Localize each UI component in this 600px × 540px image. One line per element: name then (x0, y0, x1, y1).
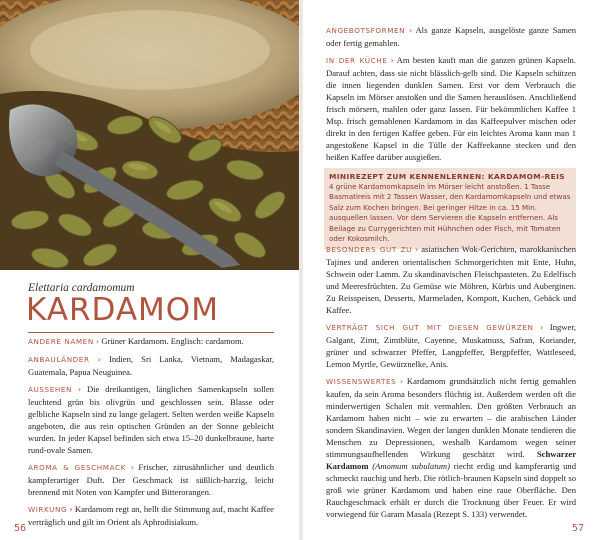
cardamom-photo (0, 0, 299, 270)
entry-wirkung (28, 503, 274, 528)
separator-icon: › (408, 26, 413, 35)
entry-label: ANBAULÄNDER (28, 355, 90, 364)
bold-term: Schwarzer Kardamom (326, 449, 577, 471)
separator-icon: › (95, 337, 100, 346)
right-entries-top (326, 24, 576, 168)
entry-angebotsformen (326, 24, 576, 49)
entry-text: Kardamom regt an, hellt die Stimmung auf, macht Kaffee verträglich und gilt im Orient als Aphrodisiakum. (28, 504, 274, 527)
entry-label: IN DER KÜCHE (326, 56, 388, 65)
mini-recipe-title: MINIREZEPT ZUM KENNENLERNEN: KARDAMOM-REIS (329, 172, 565, 181)
separator-icon: › (130, 463, 134, 472)
separator-icon: › (415, 245, 419, 254)
left-entries (28, 335, 274, 533)
entry-text: Indien, Sri Lanka, Vietnam, Madagaskar, Guatemala, Papua Neuguinea. (28, 354, 274, 377)
title-divider (28, 332, 274, 333)
entry-andere-namen (28, 335, 274, 348)
right-entries-bottom (326, 243, 576, 525)
entry-text: Am besten kauft man die ganzen grünen Kapseln. Darauf achten, dass sie nicht blässlich-gelb sind. Die Kapseln schützen die innen liegenden dunklen Samen. Erst vor dem Verbrauch die Kapseln im Mörser anstoßen und die Samen herauslösen. Anschließend frisch mörsern, mahlen oder ganz lassen. Für bekömmlichen Kaffee 1 Msp. frisch gemahlenen Kardamom in das Kaffeepulver mischen oder direkt in den fertigen Kaffee geben. Für ein leichtes Aroma kann man 1 angestoßene Kapsel in die Tülle der Kaffeekanne stecken und den heißen Kaffee darüber ausgießen. (326, 55, 576, 162)
latin-term: (Amomum subulatum) (372, 461, 450, 471)
entry-besonders-gut-zu (326, 243, 576, 316)
entry-aroma-geschmack (28, 461, 274, 498)
right-page (302, 0, 600, 540)
separator-icon: › (69, 505, 73, 514)
latin-name: Elettaria cardamomum (28, 282, 135, 294)
cardamom-basket-illustration (0, 0, 299, 270)
entry-label: WISSENSWERTES (326, 377, 397, 386)
separator-icon: › (77, 385, 82, 394)
entry-aussehen (28, 383, 274, 456)
separator-icon: › (97, 355, 101, 364)
entry-label: AUSSEHEN (28, 385, 72, 394)
entry-text: Grüner Kardamom. Englisch: cardamom. (101, 336, 244, 346)
page-number-right: 57 (571, 523, 584, 534)
entry-text: Frischer, zitrusähnlicher und deutlich kampferartiger Duft. Der Geschmack ist süßlich-harzig, leicht brennend mit Noten von Kampfer und Bitterorangen. (28, 462, 274, 497)
entry-text: Als ganze Kapseln, ausgelöste ganze Samen oder fertig gemahlen. (326, 25, 576, 48)
mini-recipe-box (324, 168, 576, 249)
entry-text: asiatischen Wok-Gerichten, marokkanischen Tajines und anderen orientalischen Schmorgerichten mit Ente, Huhn, Schwein oder Lamm. Zu skandinavischen Fleischpasteten. Zu Edelfisch und Meeresfrüchten. Zu Gemüse wie Möhren, Kürbis und Auberginen. Zu Reisspeisen, Desserts, Marmeladen, Kompott, Kuchen, Gebäck und Kaffee. (326, 244, 576, 315)
entry-in-der-kueche (326, 54, 576, 163)
separator-icon: › (399, 377, 404, 386)
entry-label: VERTRÄGT SICH GUT MIT DIESEN GEWÜRZEN (326, 323, 534, 332)
entry-label: BESONDERS GUT ZU (326, 245, 412, 254)
entry-label: WIRKUNG (28, 505, 68, 514)
entry-label: ANDERE NAMEN (28, 337, 94, 346)
separator-icon: › (390, 56, 394, 65)
entry-vertraegt-sich (326, 321, 576, 370)
entry-text-part-a: Kardamom grundsätzlich nicht fertig gemahlen kaufen, da sein Aroma besonders flüchtig ist. Außerdem werden oft die minderwertigen Schalen mit vermahlen. Den größten Verbrauch an Kardamom haben nicht – wie zu erwarten – die arabischen Länder sondern Skandinavien. Wegen der langen dunklen Monate tendieren die Menschen zu Depressionen, weshalb Kardamom wegen seiner stimmungsaufhellenden Wirkung geschätzt wird. (326, 376, 576, 459)
separator-icon: › (540, 323, 544, 332)
entry-wissenswertes (326, 375, 576, 520)
entry-text: Ingwer, Galgant, Zimt, Zimtblüte, Cayenne, Muskatnuss, Safran, Koriander, grüner und schwarzer Pfeffer, Langpfeffer, Bergpfeffer, Wattleseed, Lemon Myrtle, Gewürznelke, Anis. (326, 322, 576, 369)
entry-text-part-b: riecht erdig und kampferartig und schmeckt rauchig und herb. Die rötlich-braunen Kapseln sind doppelt so groß wie grüner Kardamom und haben eine raue Oberfläche. Den Rauchgeschmack erhält er durch die Trocknung über Feuer. Er wird vorwiegend für Garam Masala (Rezept S. 133) verwendet. (326, 461, 576, 519)
entry-label: AROMA & GESCHMACK (28, 463, 126, 472)
entry-text: Die dreikantigen, länglichen Samenkapseln sollen leuchtend grün bis olivgrün und geschlossen sein. Blasse oder gelbliche Kapseln sind zu lange gelagert. Selten werden weiße Kapseln angeboten, die aus rein optischen Gründen an der Sonne gebleicht wurden. In jeder Kapsel befinden sich etwa 15–20 dunkelbraune, harte rund-ovale Samen. (28, 384, 274, 455)
entry-label: ANGEBOTSFORMEN (326, 26, 406, 35)
page-number-left: 56 (14, 523, 27, 534)
entry-anbaulaender (28, 353, 274, 378)
mini-recipe-text: 4 grüne Kardamomkapseln im Mörser leicht anstoßen. 1 Tasse Basmatireis mit 2 Tassen Wasser, den Kardamomkapseln und etwas Salz zum Kochen bringen. Bei geringer Hitze in ca. 15 Min. ausquellen lassen. Vor dem Servieren die Kapseln entfernen. Als Beilage zu Currygerichten mit Hühnchen oder Fisch, mit Tomaten oder Kokosmilch. (329, 182, 571, 244)
page-title: KARDAMOM (26, 292, 219, 328)
